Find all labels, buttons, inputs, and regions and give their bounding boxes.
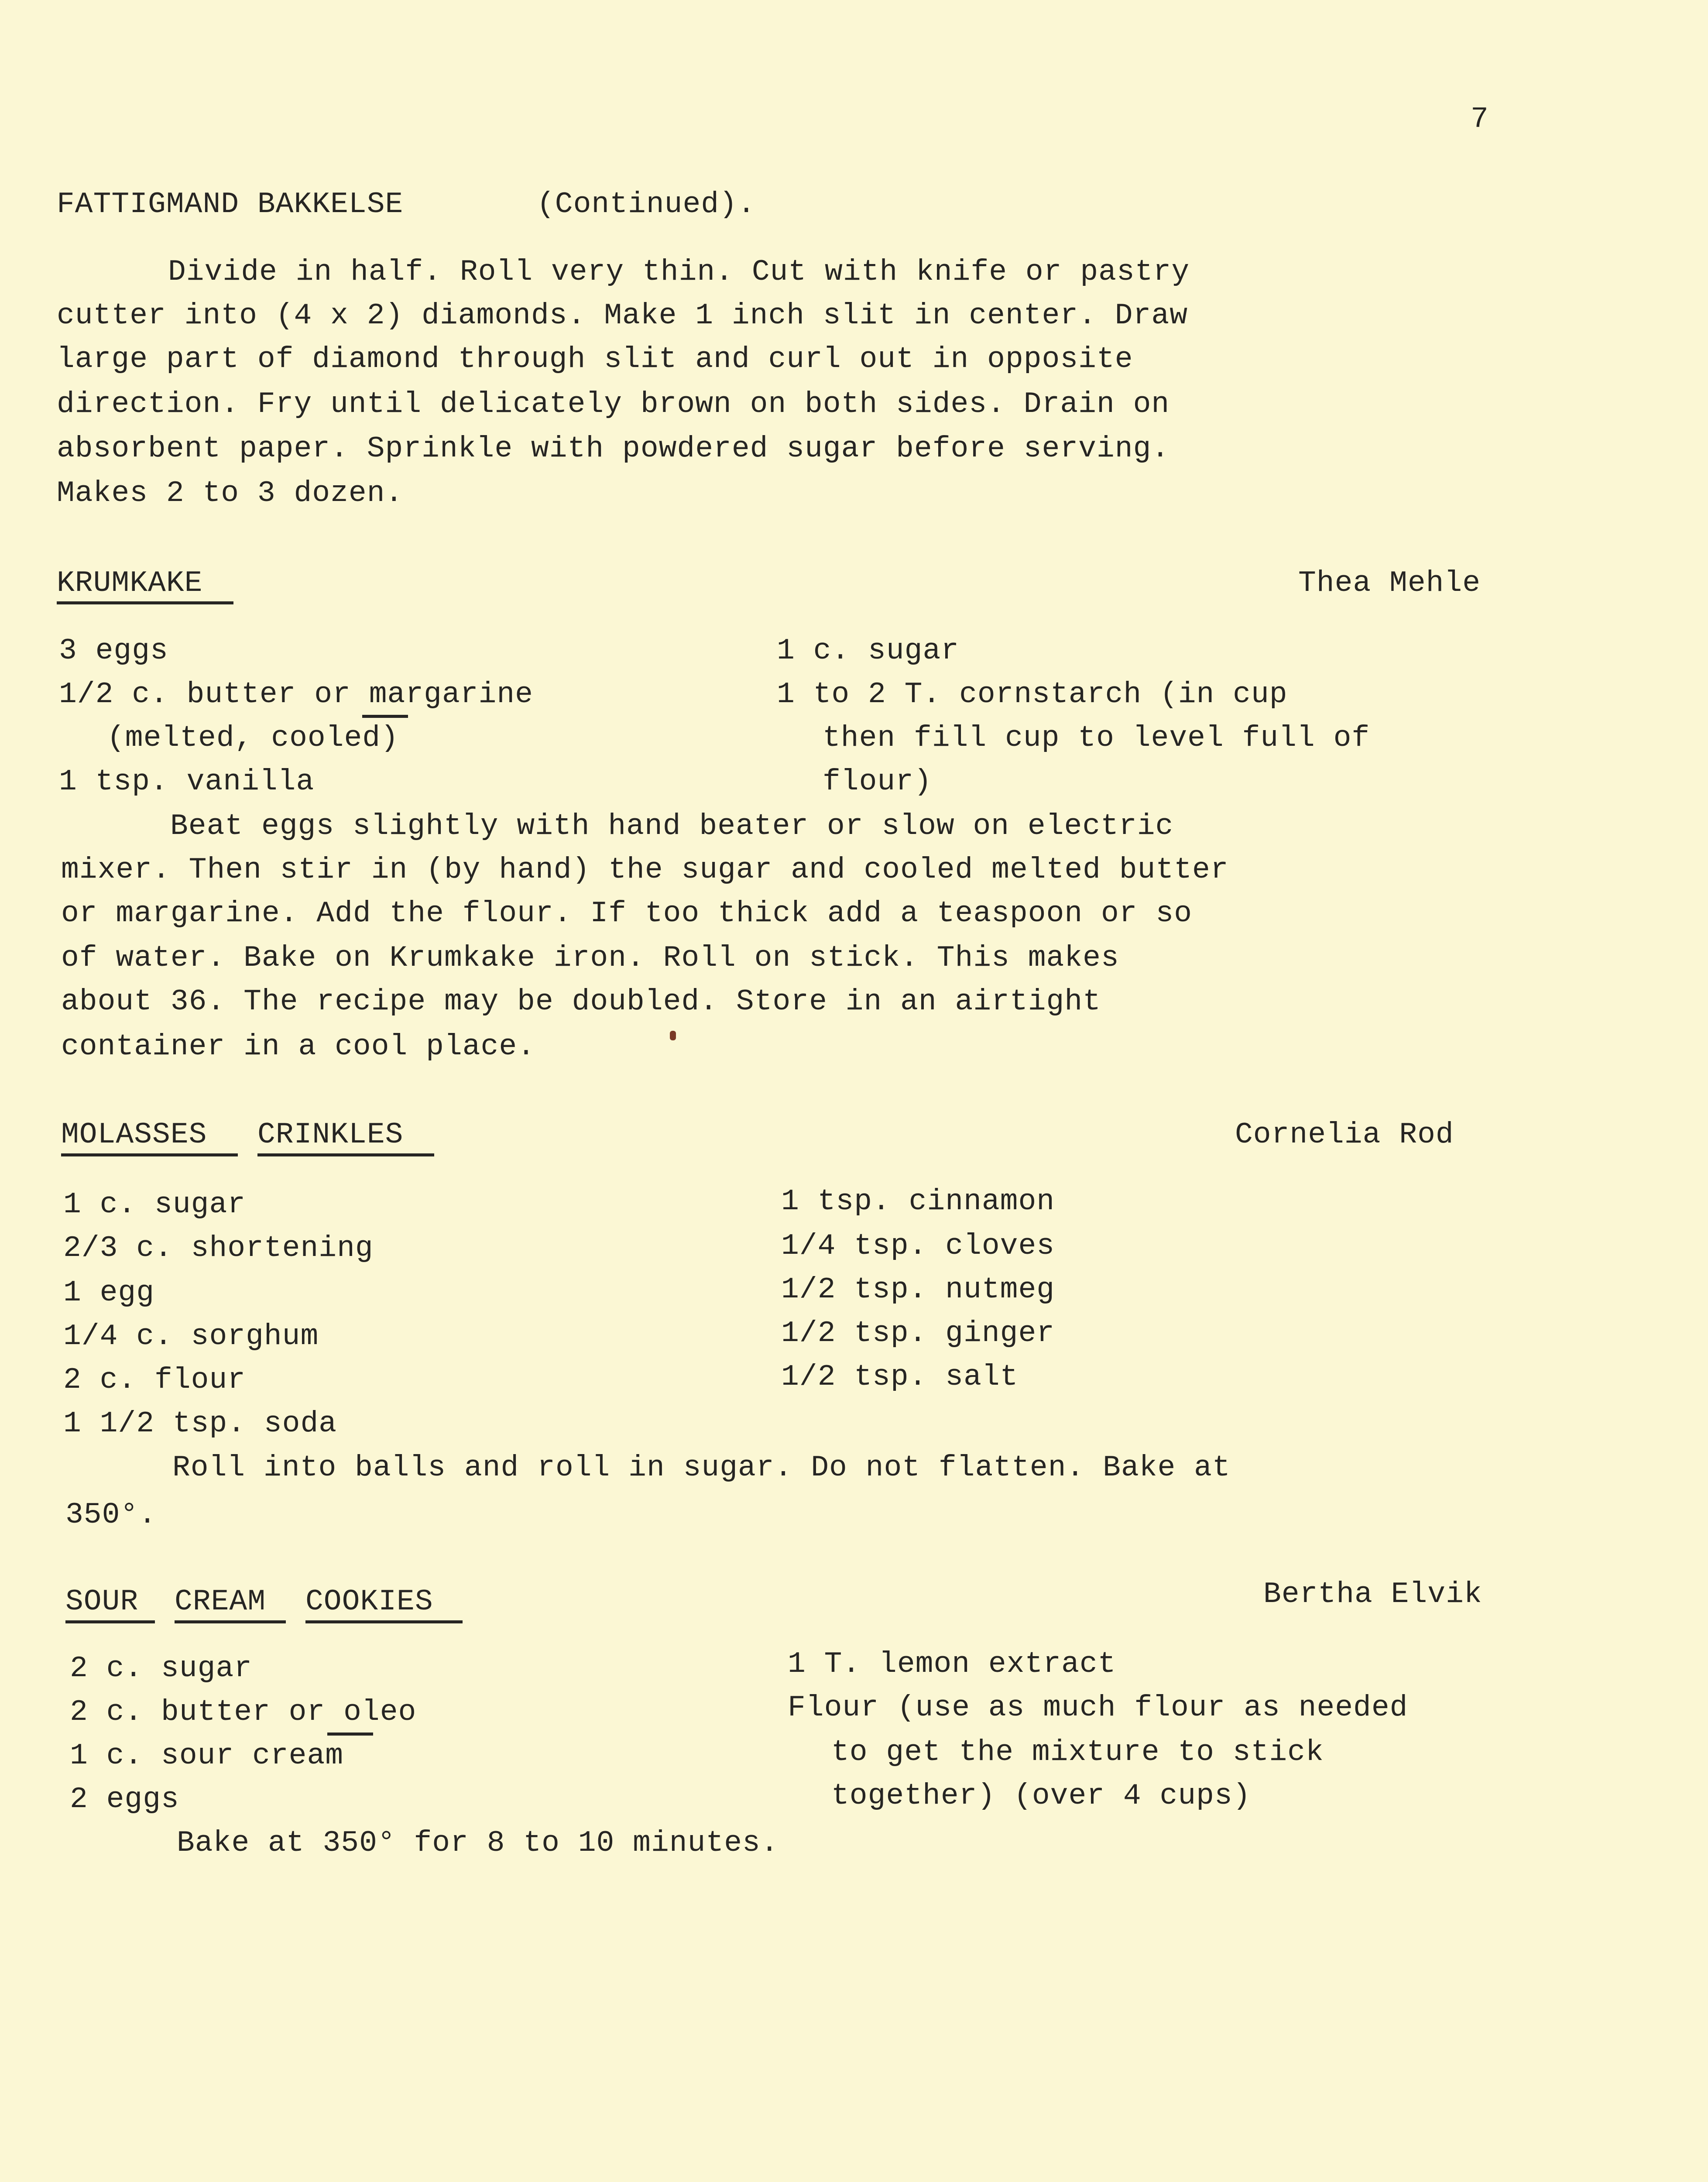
instruction-line: or margarine. Add the flour. If too thick add a teaspoon or so (61, 897, 1193, 930)
title-underline (175, 1620, 286, 1623)
instruction-line: 350°. (65, 1498, 157, 1532)
ingredient: 1 1/2 tsp. soda (63, 1407, 337, 1441)
instruction-line: Divide in half. Roll very thin. Cut with knife or pastry (168, 255, 1190, 289)
instruction-line: Beat eggs slightly with hand beater or slow on electric (170, 810, 1174, 843)
ingredient: 1 egg (63, 1276, 155, 1310)
recipe-author: Thea Mehle (1298, 566, 1481, 600)
title-underline (305, 1620, 463, 1623)
ingredient: 2 c. sugar (70, 1652, 253, 1685)
ingredient: Flour (use as much flour as needed (788, 1691, 1408, 1725)
ingredient: 2/3 c. shortening (63, 1232, 374, 1265)
title-underline (61, 1153, 238, 1156)
ingredient: to get the mixture to stick (831, 1736, 1324, 1769)
ingredient: 1/4 c. sorghum (63, 1320, 319, 1353)
ingredient: 1 tsp. vanilla (59, 765, 315, 799)
instruction-line: about 36. The recipe may be doubled. Store in an airtight (61, 985, 1101, 1019)
ingredient: 1/2 tsp. nutmeg (781, 1273, 1055, 1307)
ingredient: flour) (823, 765, 932, 799)
recipe-title-krumkake: KRUMKAKE (57, 566, 203, 600)
ingredient: 1/2 tsp. ginger (781, 1317, 1055, 1350)
title-underline (57, 601, 233, 604)
ink-spot (670, 1031, 676, 1040)
title-underline (257, 1153, 434, 1156)
recipe-title-sour: SOUR (65, 1585, 139, 1619)
ingredient: 3 eggs (59, 634, 168, 668)
instruction-line: Roll into balls and roll in sugar. Do not flatten. Bake at (172, 1451, 1231, 1485)
recipe-author: Cornelia Rod (1235, 1118, 1454, 1152)
instruction-line: mixer. Then stir in (by hand) the sugar and cooled melted butter (61, 853, 1229, 887)
instruction-line: Makes 2 to 3 dozen. (57, 477, 404, 510)
ingredient: 1/4 tsp. cloves (781, 1229, 1055, 1263)
title-underline (65, 1620, 155, 1623)
or-underline (327, 1733, 373, 1736)
instruction-line: large part of diamond through slit and curl out in opposite (57, 343, 1133, 376)
ingredient: 2 c. butter or oleo (70, 1695, 417, 1729)
or-underline (362, 715, 408, 718)
recipe-author: Bertha Elvik (1263, 1578, 1482, 1611)
recipe-title-crinkles: CRINKLES (257, 1118, 404, 1152)
ingredient: 1 c. sugar (63, 1188, 246, 1221)
instruction-line: Bake at 350° for 8 to 10 minutes. (177, 1826, 779, 1860)
recipe-title-cookies: COOKIES (305, 1585, 433, 1619)
ingredient: 2 c. flour (63, 1363, 246, 1397)
recipe-title-cream: CREAM (175, 1585, 266, 1619)
ingredient: 1 c. sour cream (70, 1739, 344, 1773)
ingredient: 1 tsp. cinnamon (781, 1185, 1055, 1218)
instruction-line: absorbent paper. Sprinkle with powdered sugar before serving. (57, 432, 1170, 466)
instruction-line: of water. Bake on Krumkake iron. Roll on stick. This makes (61, 941, 1119, 975)
ingredient: 1 T. lemon extract (788, 1647, 1116, 1681)
instruction-line: container in a cool place. (61, 1030, 535, 1064)
recipe-title-continued: (Continued). (537, 188, 756, 221)
ingredient: (melted, cooled) (107, 721, 399, 755)
page-number: 7 (1471, 103, 1489, 136)
ingredient: together) (over 4 cups) (831, 1779, 1251, 1813)
ingredient: then fill cup to level full of (823, 721, 1370, 755)
ingredient: 1/2 c. butter or margarine (59, 678, 533, 711)
recipe-title-fattigmand: FATTIGMAND BAKKELSE (57, 188, 404, 221)
instruction-line: cutter into (4 x 2) diamonds. Make 1 inch slit in center. Draw (57, 299, 1188, 333)
recipe-title-molasses: MOLASSES (61, 1118, 207, 1152)
instruction-line: direction. Fry until delicately brown on both sides. Drain on (57, 388, 1170, 421)
ingredient: 1/2 tsp. salt (781, 1360, 1019, 1394)
ingredient: 1 to 2 T. cornstarch (in cup (777, 678, 1288, 711)
ingredient: 2 eggs (70, 1783, 179, 1816)
ingredient: 1 c. sugar (777, 634, 960, 668)
